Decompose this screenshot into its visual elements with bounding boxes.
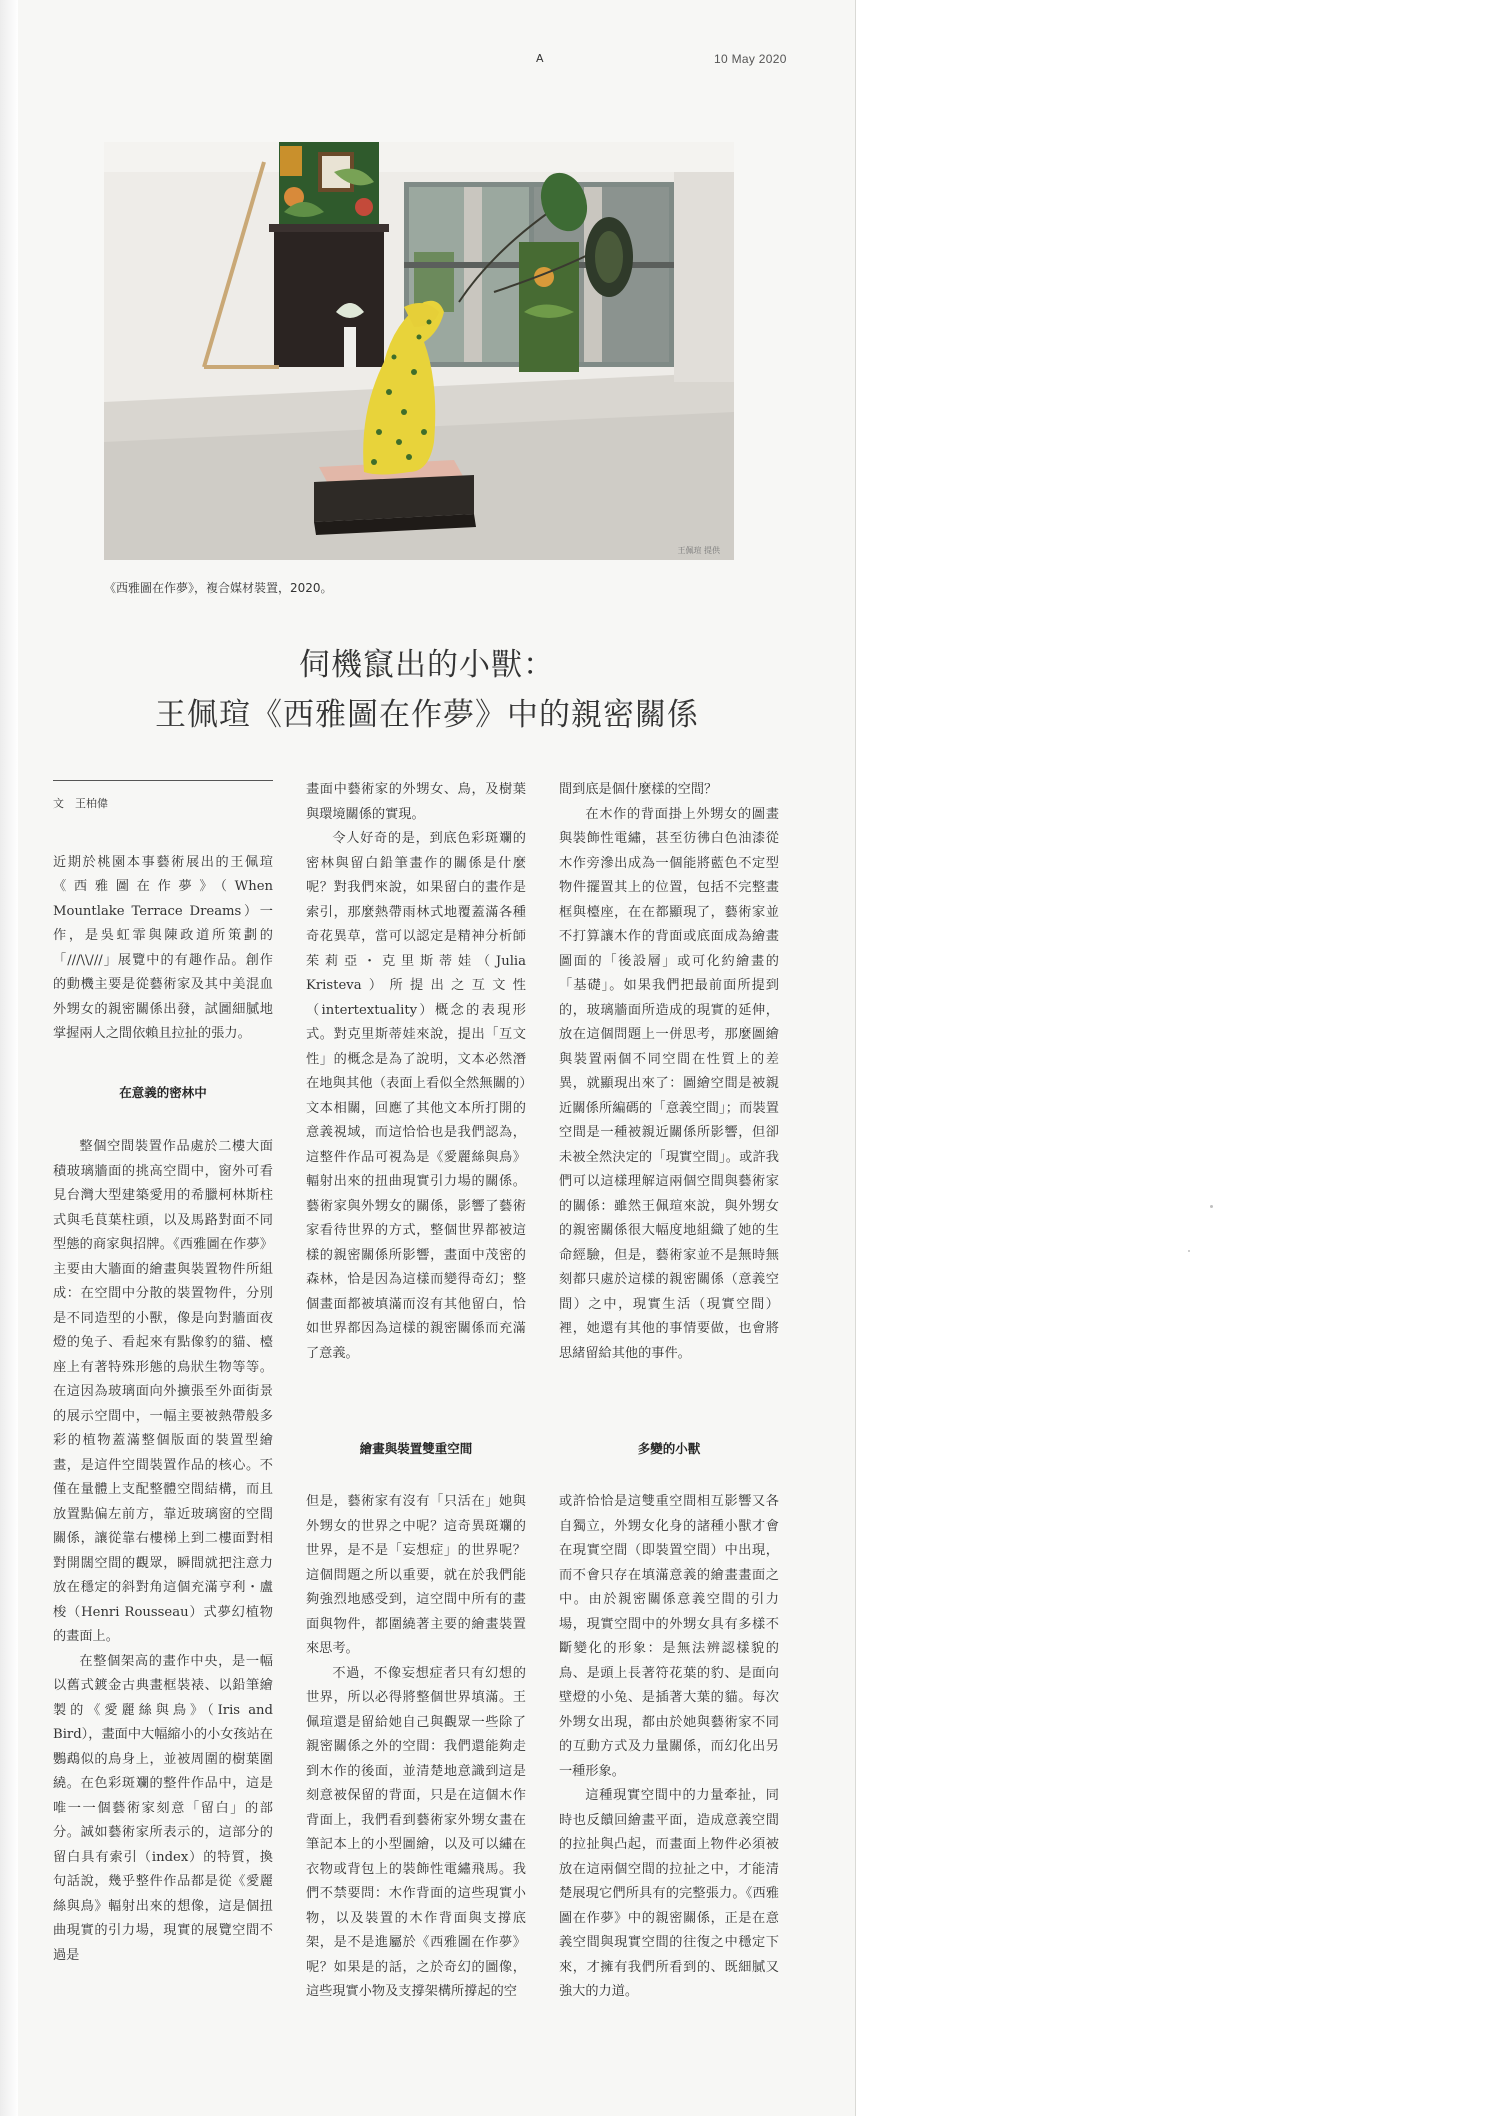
body-paragraph: 令人好奇的是，到底色彩斑斕的密林與留白鉛筆畫作的關係是什麼呢？對我們來說，如果留白的畫作是索引，那麼熱帶雨林式地覆蓋滿各種奇花異草，當可以認定是精神分析師茱莉亞・克里斯蒂娃（Julia Kristeva）所提出之互文性（intertextuality）概念的表現形式。對克里斯蒂娃來說，提出「互文性」的概念是為了說明，文本必然潛在地與其他（表面上看似全然無關的）文本相關，回應了其他文本所打開的意義視域，而這恰恰也是我們認為，這整件作品可視為是《愛麗絲與鳥》輻射出來的扭曲現實引力場的關係。藝術家與外甥女的關係，影響了藝術家看待世界的方式，整個世界都被這樣的親密關係所影響，畫面中茂密的森林，恰是因為這樣而變得奇幻；整個畫面都被填滿而沒有其他留白，恰如世界都因為這樣的親密關係而充滿了意義。 (306, 831, 526, 1361)
article-title (18, 642, 836, 738)
body-paragraph: 這種現實空間中的力量牽扯，同時也反饋回繪畫平面，造成意義空間的拉扯與凸起，而畫面上物件必須被放在這兩個空間的拉扯之中，才能清楚展現它們所具有的完整張力。《西雅圖在作夢》中的親密關係，正是在意義空間與現實空間的往復之中穩定下來，才擁有我們所看到的、既細膩又強大的力道。 (559, 1788, 779, 1999)
column-2-lower (306, 1490, 526, 2005)
column-3-upper (559, 778, 779, 1366)
column-1 (53, 778, 273, 1968)
installation-photo-illustration (104, 142, 734, 560)
body-paragraph: 或許恰恰是這雙重空間相互影響又各自獨立，外甥女化身的諸種小獸才會在現實空間（即裝置空間）中出現，而不會只存在填滿意義的繪畫畫面之中。由於親密關係意義空間的引力場，現實空間中的外甥女具有多樣不斷變化的形象：是無法辨認樣貌的鳥、是頭上長著符花葉的豹、是面向壁燈的小兔、是插著大葉的貓。每次外甥女出現，都由於她與藝術家不同的互動方式及力量關係，而幻化出另一種形象。 (559, 1494, 779, 1779)
artwork-photo (104, 142, 734, 560)
author-byline: 文 王柏偉 (53, 797, 108, 810)
column-3-subheading-block (559, 1437, 779, 1462)
subheading-3: 多變的小獸 (637, 1441, 701, 1456)
title-line-1: 伺機竄出的小獸： (299, 647, 555, 683)
body-paragraph: 在木作的背面掛上外甥女的圖畫與裝飾性電繡，甚至彷彿白色油漆從木作旁滲出成為一個能將藍色不定型物件擺置其上的位置，包括不完整畫框與檯座，在在都顯現了，藝術家並不打算讓木作的背面或底面成為繪畫圖面的「後設層」或可化約繪畫的「基礎」。如果我們把最前面所提到的，玻璃牆面所造成的現實的延伸，放在這個問題上一併思考，那麼圖繪與裝置兩個不同空間在性質上的差異，就顯現出來了：圖繪空間是被親近關係所編碼的「意義空間」；而裝置空間是一種被親近關係所影響，但卻未被全然決定的「現實空間」。或許我們可以這樣理解這兩個空間與藝術家的關係：雖然王佩瑄來說，與外甥女的親密關係很大幅度地組織了她的生命經驗，但是，藝術家並不是無時無刻都只處於這樣的親密關係（意義空間）之中，現實生活（現實空間）裡，她還有其他的事情要做，也會將思緒留給其他的事件。 (559, 806, 779, 1361)
photo-caption: 《西雅圖在作夢》，複合媒材裝置，2020。 (104, 581, 333, 595)
column-2-upper (306, 778, 526, 1366)
body-paragraph: 不過，不像妄想症者只有幻想的世界，所以必得將整個世界填滿。王佩瑄還是留給她自己與觀眾一些除了親密關係之外的空間：我們還能夠走到木作的後面，並清楚地意識到這是刻意被保留的背面，只是在這個木作背面上，我們看到藝術家外甥女畫在筆記本上的小型圖繪，以及可以繡在衣物或背包上的裝飾性電繡飛馬。我們不禁要問：木作背面的這些現實小物，以及裝置的木作背面與支撐底架，是不是進屬於《西雅圖在作夢》呢？如果是的話，之於奇幻的圖像，這些現實小物及支撐架構所撐起的空 (306, 1665, 526, 1999)
title-line-2: 王佩瑄《西雅圖在作夢》中的親密關係 (155, 697, 699, 733)
column-2-subheading-block (306, 1437, 526, 1462)
body-paragraph: 整個空間裝置作品處於二樓大面積玻璃牆面的挑高空間中，窗外可看見台灣大型建築愛用的希臘柯林斯柱式與毛茛葉柱頭，以及馬路對面不同型態的商家與招牌。《西雅圖在作夢》主要由大牆面的繪畫與裝置物件所組成：在空間中分散的裝置物件，分別是不同造型的小獸，像是向對牆面夜燈的兔子、看起來有點像豹的貓、檯座上有著特殊形態的鳥狀生物等等。在這因為玻璃面向外擴張至外面街景的展示空間中，一幅主要被熱帶般多彩的植物蓋滿整個版面的裝置型繪畫，是這件空間裝置作品的核心。不僅在量體上支配整體空間結構，而且放置點偏左前方，靠近玻璃窗的空間關係，讓從靠右樓梯上到二樓面對相對開闊空間的觀眾，瞬間就把注意力放在穩定的斜對角這個充滿亨利・盧梭（Henri Rousseau）式夢幻植物的畫面上。 (53, 1139, 273, 1644)
subheading-2: 繪畫與裝置雙重空間 (359, 1441, 473, 1456)
body-paragraph: 在整個架高的畫作中央，是一幅以舊式鍍金古典畫框裝裱、以鉛筆繪製的《愛麗絲與鳥》（Iris and Bird），畫面中大幅縮小的小女孩站在鸚鵡似的鳥身上，並被周圍的樹葉圍繞。在色彩斑斕的整件作品中，這是唯一一個藝術家刻意「留白」的部分。誠如藝術家所表示的，這部分的留白具有索引（index）的特質，換句話說，幾乎整件作品都是從《愛麗絲與鳥》輻射出來的想像，這是個扭曲現實的引力場，現實的展覽空間不過是 (53, 1653, 273, 1963)
photo-credit: 王佩瑄 提供 (677, 546, 720, 555)
scan-edge-shadow (0, 0, 18, 2116)
issue-date: 10 May 2020 (714, 52, 787, 66)
magazine-page (18, 0, 856, 2116)
body-paragraph: 間到底是個什麼樣的空間？ (559, 782, 718, 797)
body-paragraph: 畫面中藝術家的外甥女、鳥，及樹葉與環境關係的實現。 (306, 782, 526, 822)
scan-speck (1210, 1205, 1213, 1208)
subheading-1: 在意義的密林中 (119, 1084, 207, 1100)
page-marker: A (536, 52, 544, 65)
scan-speck (1188, 1250, 1190, 1252)
intro-paragraph: 近期於桃園本事藝術展出的王佩瑄《西雅圖在作夢》（When Mountlake Terrace Dreams）一作，是吳虹霏與陳政道所策劃的「///\\///」展覽中的有趣作品。創作的動機主要是從藝術家及其中美混血外甥女的親密關係出發，試圖細膩地掌握兩人之間依賴且拉扯的張力。 (53, 854, 273, 1041)
column-3-lower (559, 1490, 779, 2005)
body-paragraph: 但是，藝術家有沒有「只活在」她與外甥女的世界之中呢？這奇異斑斕的世界，是不是「妄想症」的世界呢？這個問題之所以重要，就在於我們能夠強烈地感受到，這空間中所有的畫面與物件，都圍繞著主要的繪畫裝置來思考。 (306, 1494, 526, 1656)
